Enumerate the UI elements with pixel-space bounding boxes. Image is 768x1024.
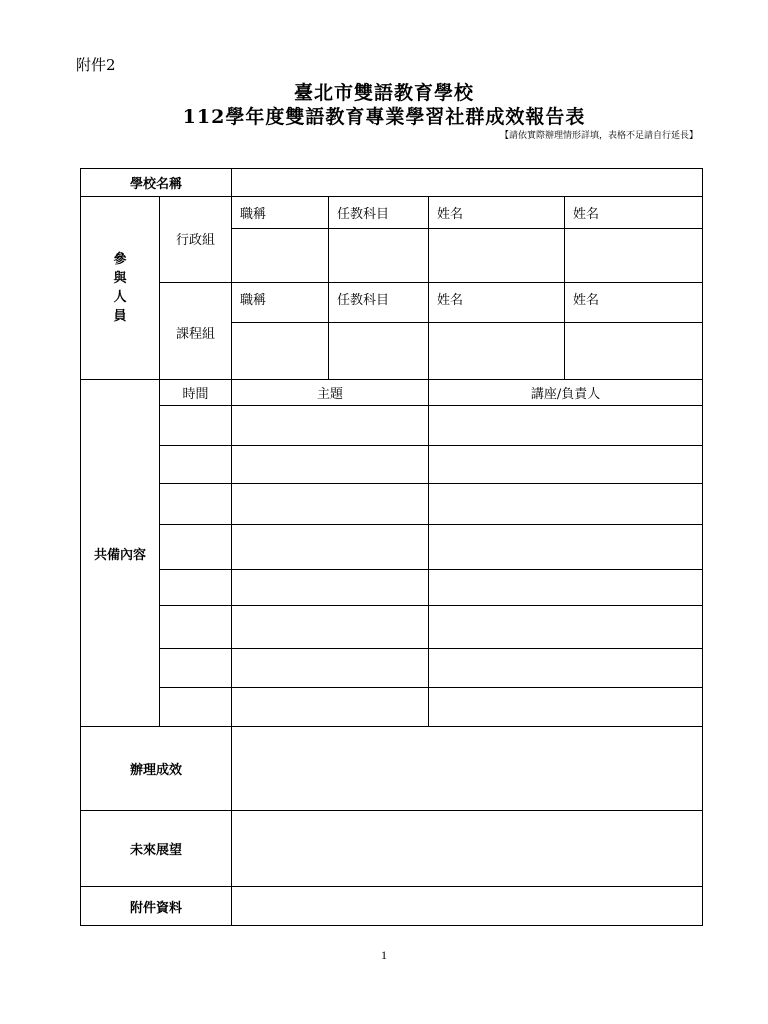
col-lecturer: 講座/負責人 bbox=[429, 380, 703, 406]
admin-position-field[interactable] bbox=[232, 229, 329, 283]
future-field[interactable] bbox=[232, 811, 703, 887]
admin-name-field[interactable] bbox=[429, 229, 565, 283]
results-label: 辦理成效 bbox=[81, 727, 232, 811]
time-field[interactable] bbox=[160, 688, 232, 727]
attachment-label: 附件2 bbox=[76, 56, 116, 74]
topic-field[interactable] bbox=[232, 570, 429, 606]
col-time: 時間 bbox=[160, 380, 232, 406]
school-name-label: 學校名稱 bbox=[81, 169, 232, 197]
table-row bbox=[81, 525, 703, 570]
curriculum-name-field[interactable] bbox=[429, 323, 565, 380]
time-field[interactable] bbox=[160, 606, 232, 649]
admin-group-label: 行政組 bbox=[160, 197, 232, 283]
admin-subject-field[interactable] bbox=[329, 229, 429, 283]
table-row bbox=[81, 446, 703, 484]
topic-field[interactable] bbox=[232, 406, 429, 446]
school-name-field[interactable] bbox=[232, 169, 703, 197]
lecturer-field[interactable] bbox=[429, 649, 703, 688]
table-row bbox=[81, 606, 703, 649]
time-field[interactable] bbox=[160, 406, 232, 446]
admin-col-name: 姓名 bbox=[429, 197, 565, 229]
col-topic: 主題 bbox=[232, 380, 429, 406]
row-attachments bbox=[81, 887, 703, 926]
curriculum-subject-field[interactable] bbox=[329, 323, 429, 380]
row-content-header bbox=[81, 380, 703, 406]
row-curriculum-header bbox=[81, 283, 703, 323]
topic-field[interactable] bbox=[232, 606, 429, 649]
participants-label-cell bbox=[81, 197, 160, 380]
table-row bbox=[81, 484, 703, 525]
topic-field[interactable] bbox=[232, 649, 429, 688]
document-subtitle: 112學年度雙語教育專業學習社群成效報告表 bbox=[182, 106, 586, 128]
page-number: 1 bbox=[381, 948, 387, 962]
topic-field[interactable] bbox=[232, 484, 429, 525]
attachments-label: 附件資料 bbox=[81, 887, 232, 926]
admin-col-subject: 任教科目 bbox=[329, 197, 429, 229]
curriculum-col-name: 姓名 bbox=[429, 283, 565, 323]
document-title: 臺北市雙語教育學校 bbox=[293, 82, 474, 104]
lecturer-field[interactable] bbox=[429, 688, 703, 727]
instruction-note: 【請依實際辦理情形詳填，表格不足請自行延長】 bbox=[499, 131, 698, 141]
curriculum-col-subject: 任教科目 bbox=[329, 283, 429, 323]
admin-col-name2: 姓名 bbox=[565, 197, 703, 229]
time-field[interactable] bbox=[160, 525, 232, 570]
curriculum-col-position: 職稱 bbox=[232, 283, 329, 323]
time-field[interactable] bbox=[160, 484, 232, 525]
lecturer-field[interactable] bbox=[429, 406, 703, 446]
table-row bbox=[81, 649, 703, 688]
curriculum-name2-field[interactable] bbox=[565, 323, 703, 380]
future-label: 未來展望 bbox=[81, 811, 232, 887]
row-school-name bbox=[81, 169, 703, 197]
curriculum-position-field[interactable] bbox=[232, 323, 329, 380]
report-form-table bbox=[80, 168, 703, 926]
curriculum-col-name2: 姓名 bbox=[565, 283, 703, 323]
table-row bbox=[81, 406, 703, 446]
admin-col-position: 職稱 bbox=[232, 197, 329, 229]
participants-label: 參與人員 bbox=[113, 252, 127, 324]
time-field[interactable] bbox=[160, 446, 232, 484]
lecturer-field[interactable] bbox=[429, 484, 703, 525]
topic-field[interactable] bbox=[232, 525, 429, 570]
row-admin-header bbox=[81, 197, 703, 229]
time-field[interactable] bbox=[160, 570, 232, 606]
attachments-field[interactable] bbox=[232, 887, 703, 926]
topic-field[interactable] bbox=[232, 688, 429, 727]
time-field[interactable] bbox=[160, 649, 232, 688]
curriculum-group-label: 課程組 bbox=[160, 283, 232, 380]
lecturer-field[interactable] bbox=[429, 446, 703, 484]
lecturer-field[interactable] bbox=[429, 570, 703, 606]
results-field[interactable] bbox=[232, 727, 703, 811]
row-results bbox=[81, 727, 703, 811]
lecturer-field[interactable] bbox=[429, 525, 703, 570]
table-row bbox=[81, 570, 703, 606]
row-future bbox=[81, 811, 703, 887]
admin-name2-field[interactable] bbox=[565, 229, 703, 283]
table-row bbox=[81, 688, 703, 727]
lecturer-field[interactable] bbox=[429, 606, 703, 649]
content-label: 共備內容 bbox=[81, 380, 160, 727]
topic-field[interactable] bbox=[232, 446, 429, 484]
